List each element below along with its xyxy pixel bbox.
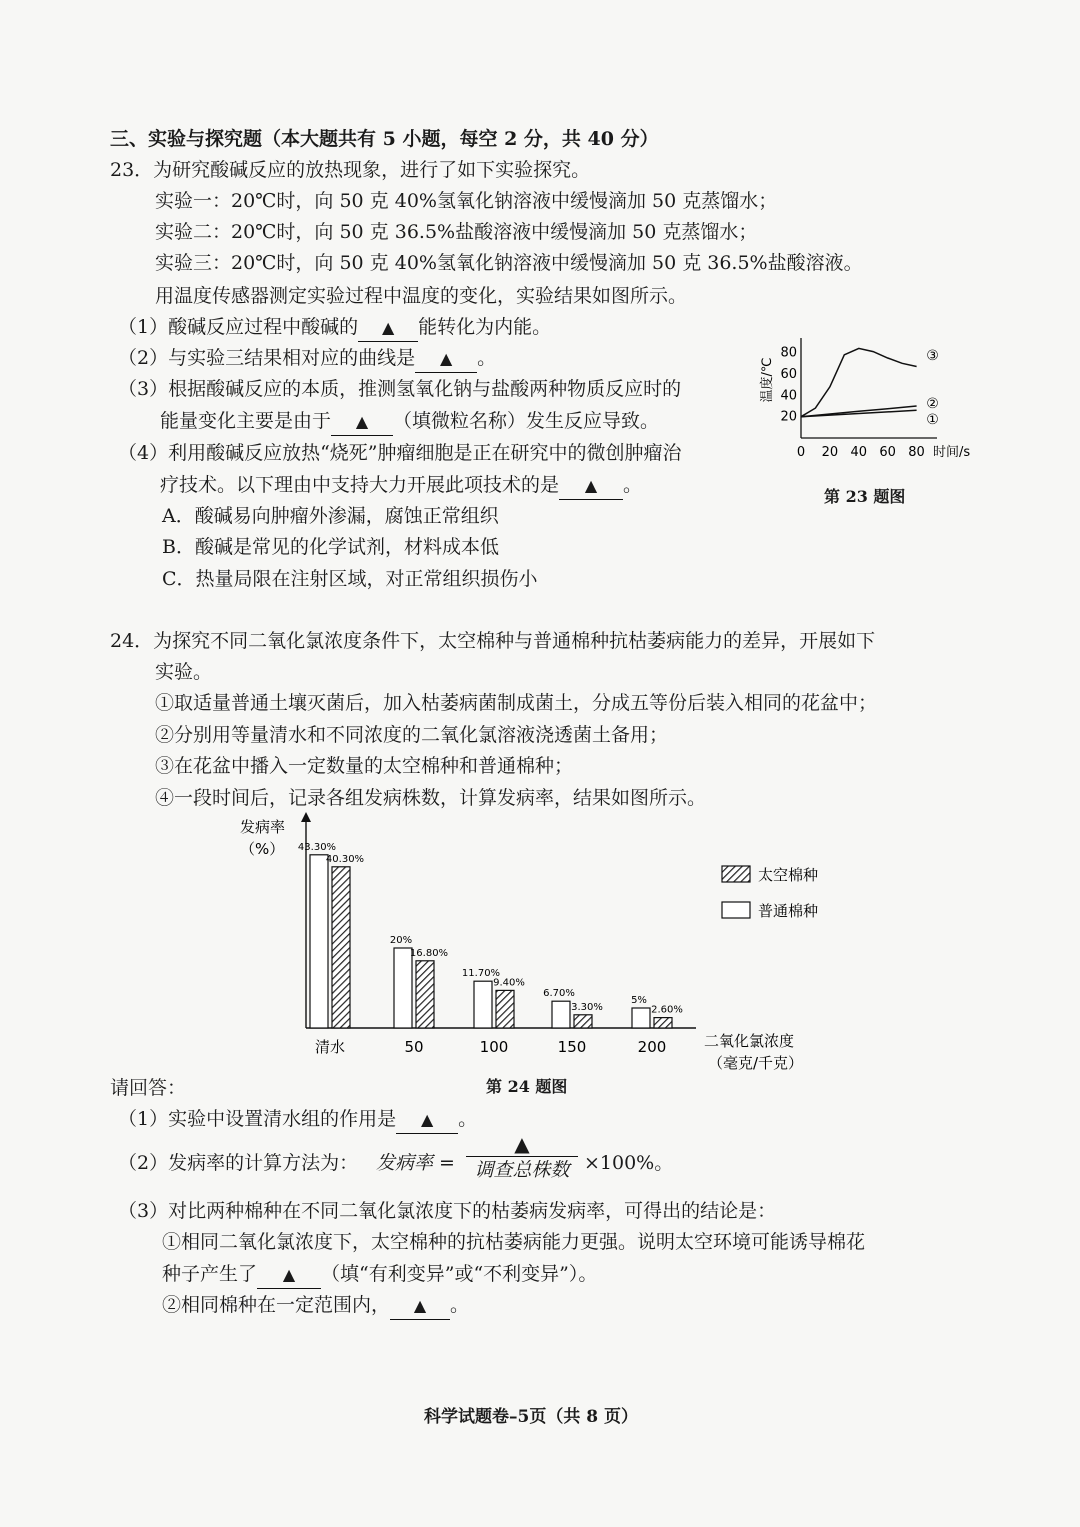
bar-space-100 xyxy=(496,990,514,1028)
bar-normal-label: 6.70% xyxy=(543,988,575,1000)
figure-23-caption: 第 23 题图 xyxy=(824,487,906,506)
x-tick-label: 20 xyxy=(821,445,839,460)
q23-sub2-answer-blank[interactable] xyxy=(415,345,477,373)
x-tick-label: 0 xyxy=(796,445,806,460)
disease-rate-bar-chart xyxy=(230,812,850,1078)
y-tick-label: 80 xyxy=(780,345,797,361)
triangle-icon: ▲ xyxy=(420,1110,434,1129)
q24-formula-tail: ×100%。 xyxy=(584,1152,674,1174)
q23-option-c[interactable]: C．热量局限在注射区域，对正常组织损伤小 xyxy=(162,568,538,590)
q23-sub3-line1: （3）根据酸碱反应的本质，推测氢氧化钠与盐酸两种物质反应时的 xyxy=(118,378,682,400)
triangle-icon: ▲ xyxy=(584,476,598,495)
q23-sub4-line2: 疗技术。以下理由中支持大力开展此项技术的是 ▲ 。 xyxy=(160,472,642,500)
x-tick-label: 200 xyxy=(637,1038,667,1056)
q24-sub2-label: （2）发病率的计算方法为： xyxy=(118,1152,359,1174)
page-footer: 科学试题卷–5页（共 8 页） xyxy=(424,1407,638,1427)
q24-sub1-answer-blank[interactable] xyxy=(396,1106,458,1134)
q24-sub3-item2-answer-blank[interactable] xyxy=(390,1292,450,1320)
y-tick-label: 20 xyxy=(780,409,797,425)
q23-exp3: 实验三：20℃时，向 50 克 40%氢氧化钠溶液中缓慢滴加 50 克 36.5%盐酸溶液。 xyxy=(155,252,863,274)
bar-space-label: 9.40% xyxy=(493,977,525,989)
bar-space-label: 3.30% xyxy=(571,1001,603,1013)
q23-method: 用温度传感器测定实验过程中温度的变化，实验结果如图所示。 xyxy=(155,285,688,307)
x-tick-label: 50 xyxy=(404,1038,424,1056)
q24-sub3-line1: （3）对比两种棉种在不同二氧化氯浓度下的枯萎病发病率，可得出的结论是： xyxy=(118,1200,777,1222)
q24-formula-fraction xyxy=(466,1132,578,1183)
y-axis-unit: （%） xyxy=(240,840,285,858)
q23-sub1: （1）酸碱反应过程中酸碱的 ▲ 能转化为内能。 xyxy=(118,314,551,342)
bar-normal-清水 xyxy=(310,855,328,1028)
x-tick-label: 150 xyxy=(557,1038,587,1056)
y-tick-label: 60 xyxy=(780,367,797,382)
legend-space-swatch xyxy=(722,866,750,882)
q23-sub3-answer-blank[interactable] xyxy=(331,408,393,436)
q23-stem: 23．为研究酸碱反应的放热现象，进行了如下实验探究。 xyxy=(110,159,591,181)
bar-space-200 xyxy=(654,1018,672,1028)
q24-stem-line1: 24．为探究不同二氧化氯浓度条件下，太空棉种与普通棉种抗枯萎病能力的差异，开展如下 xyxy=(110,630,876,652)
legend-space-label: 太空棉种 xyxy=(758,866,819,884)
triangle-icon: ▲ xyxy=(381,318,395,337)
bar-normal-label: 11.70% xyxy=(461,968,501,980)
curve-label: ③ xyxy=(926,347,939,364)
q24-stem-line2: 实验。 xyxy=(155,661,213,683)
q23-exp1: 实验一：20℃时，向 50 克 40%氢氧化钠溶液中缓慢滴加 50 克蒸馏水； xyxy=(155,190,778,212)
bar-normal-100 xyxy=(474,981,492,1028)
bar-space-label: 2.60% xyxy=(651,1004,683,1016)
x-tick-label: 100 xyxy=(479,1038,509,1056)
q24-step3: ③在花盆中播入一定数量的太空棉种和普通棉种； xyxy=(155,755,574,777)
y-tick-label: 40 xyxy=(780,388,797,404)
bar-space-150 xyxy=(574,1015,592,1028)
triangle-icon: ▲ xyxy=(413,1296,427,1315)
q24-step1: ①取适量普通土壤灭菌后，加入枯萎病菌制成菌土，分成五等份后装入相同的花盆中； xyxy=(155,692,878,714)
curve-label: ① xyxy=(926,411,939,428)
legend-normal-label: 普通棉种 xyxy=(758,902,819,920)
y-axis-arrow xyxy=(301,812,311,822)
q24-sub2-answer-blank[interactable] xyxy=(466,1132,578,1157)
bar-normal-50 xyxy=(394,948,412,1028)
bar-normal-label: 43.30% xyxy=(297,841,337,853)
bar-normal-200 xyxy=(632,1008,650,1028)
x-tick-label: 80 xyxy=(908,445,925,460)
curve-label: ② xyxy=(926,395,939,412)
q24-sub1: （1）实验中设置清水组的作用是 ▲ 。 xyxy=(118,1106,477,1134)
bar-normal-150 xyxy=(552,1001,570,1028)
q23-exp2: 实验二：20℃时，向 50 克 36.5%盐酸溶液中缓慢滴加 50 克蒸馏水； xyxy=(155,221,758,243)
q24-answer-prompt: 请回答： xyxy=(110,1077,187,1099)
bar-space-清水 xyxy=(332,867,350,1028)
bar-space-50 xyxy=(416,961,434,1028)
curve-③ xyxy=(801,348,917,416)
triangle-icon: ▲ xyxy=(439,349,453,368)
q23-sub2: （2）与实验三结果相对应的曲线是 ▲ 。 xyxy=(118,345,496,373)
legend-normal-swatch xyxy=(722,902,750,918)
x-tick-label: 60 xyxy=(879,445,896,460)
section-title: 三、实验与探究题（本大题共有 5 小题，每空 2 分，共 40 分） xyxy=(110,128,659,150)
bar-normal-label: 5% xyxy=(631,995,647,1006)
y-axis-label: 温度/℃ xyxy=(760,357,775,403)
bar-space-label: 40.30% xyxy=(325,853,365,865)
triangle-icon: ▲ xyxy=(355,412,369,431)
q23-sub4-line1: （4）利用酸碱反应放热“烧死”肿瘤细胞是正在研究中的微创肿瘤治 xyxy=(118,442,682,464)
x-axis-unit: （毫克/千克） xyxy=(708,1054,804,1072)
q23-sub3-line2: 能量变化主要是由于 ▲ （填微粒名称）发生反应导致。 xyxy=(160,408,659,436)
triangle-icon: ▲ xyxy=(282,1265,296,1284)
y-axis-label: 发病率 xyxy=(240,818,286,836)
bar-normal-label: 20% xyxy=(389,935,413,946)
x-tick-label: 40 xyxy=(850,445,868,460)
x-axis-label: 二氧化氯浓度 xyxy=(704,1032,795,1050)
q24-sub3-item2: ②相同棉种在一定范围内， ▲ 。 xyxy=(162,1292,469,1320)
bar-space-label: 16.80% xyxy=(409,947,449,959)
q24-formula-lhs: 发病率 = xyxy=(376,1152,455,1174)
q24-sub3-item1-line1: ①相同二氧化氯浓度下，太空棉种的抗枯萎病能力更强。说明太空环境可能诱导棉花 xyxy=(162,1231,866,1253)
q23-sub1-answer-blank[interactable] xyxy=(358,314,418,342)
q24-formula-denominator: 调查总株数 xyxy=(474,1159,570,1181)
q23-option-b[interactable]: B．酸碱是常见的化学试剂，材料成本低 xyxy=(162,536,499,558)
figure-24-caption: 第 24 题图 xyxy=(486,1077,568,1096)
x-axis-label: 时间/s xyxy=(933,445,971,460)
triangle-icon: ▲ xyxy=(514,1132,530,1156)
q23-sub4-answer-blank[interactable] xyxy=(559,472,623,500)
q24-sub3-item1-answer-blank[interactable] xyxy=(257,1261,321,1289)
q24-step2: ②分别用等量清水和不同浓度的二氧化氯溶液浇透菌土备用； xyxy=(155,724,669,746)
x-tick-label: 清水 xyxy=(314,1038,346,1056)
temperature-line-chart xyxy=(745,318,971,478)
q23-option-a[interactable]: A．酸碱易向肿瘤外渗漏，腐蚀正常组织 xyxy=(162,505,499,527)
q24-sub3-item1-line2: 种子产生了 ▲ （填“有利变异”或“不利变异”）。 xyxy=(162,1261,597,1289)
q24-step4: ④一段时间后，记录各组发病株数，计算发病率，结果如图所示。 xyxy=(155,787,707,809)
